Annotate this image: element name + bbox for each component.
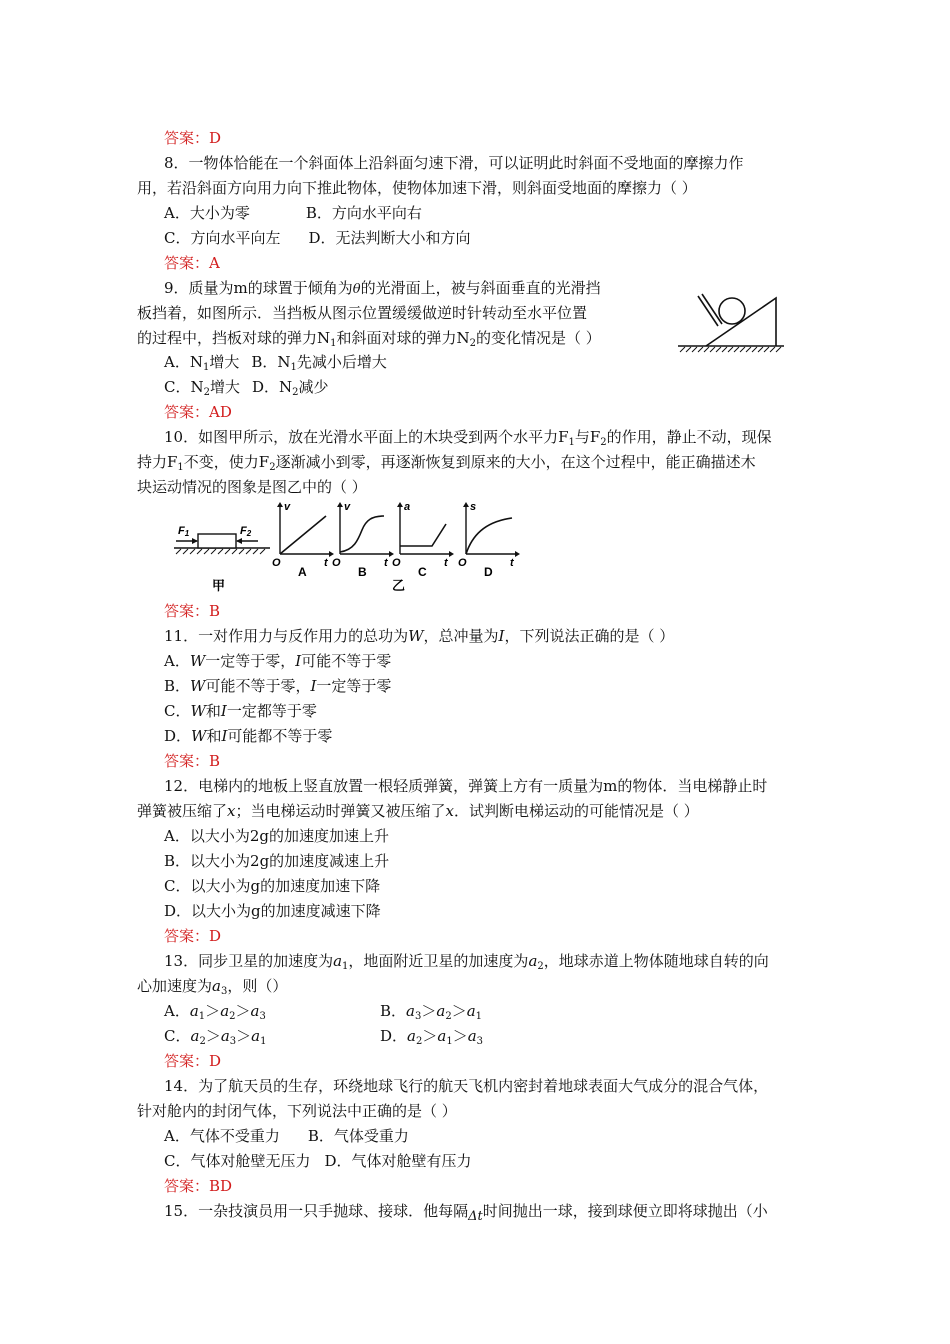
- q8-options-row1: [164, 203, 422, 223]
- q13-options-row2: [164, 1026, 724, 1052]
- svg-text:O: O: [272, 557, 281, 569]
- q9-options-row1: [164, 352, 387, 378]
- q9-option-b: B．$N_1$先减小后增大: [251, 353, 387, 373]
- q9-option-d: D．$N_2$减少: [252, 378, 329, 398]
- q10-figure: [170, 496, 530, 596]
- q14-option-b: B．气体受重力: [307, 1127, 409, 1145]
- q8-answer: 答案：A: [164, 254, 220, 272]
- q10-graph-b: [332, 501, 394, 579]
- svg-text:O: O: [392, 557, 401, 569]
- q10-label-f2: F2: [240, 525, 252, 538]
- q10-graph-c-label: C: [418, 565, 427, 579]
- q13-options-row1: [164, 1001, 724, 1027]
- q10-stem-line1: 10．如图甲所示，放在光滑水平面上的木块受到两个水平力$F_1$与$F_2$的作用，静止不动，现保: [164, 428, 772, 448]
- q9-option-a: A．$N_1$增大: [164, 353, 240, 373]
- q10-stem-line2: 持力$F_1$不变，使力$F_2$逐渐减小到零，再逐渐恢复到原来的大小，在这个过程中，能正确描述木: [137, 453, 756, 473]
- q8-option-d: D．无法判断大小和方向: [308, 229, 471, 247]
- q11-option-b: B．W可能不等于零，I一定等于零: [164, 677, 392, 695]
- q8-options-row2: [164, 228, 471, 248]
- q14-option-a: A．气体不受重力: [164, 1127, 280, 1145]
- q11-option-c: C．W和I一定都等于零: [164, 702, 317, 720]
- q13-option-d: D．$a_2>a_1>a_3$: [380, 1027, 484, 1047]
- q12-option-b: B．以大小为2g的加速度减速上升: [164, 852, 390, 870]
- q13-stem-line2: 心加速度为$a_3$，则（）: [137, 977, 288, 997]
- q14-options-row1: [164, 1126, 409, 1146]
- svg-text:v: v: [284, 501, 291, 513]
- q8-stem-line2: 用，若沿斜面方向用力向下推此物体，使物体加速下滑，则斜面受地面的摩擦力（ ）: [137, 179, 697, 197]
- q13-option-a: A．$a_1>a_2>a_3$: [164, 1002, 266, 1022]
- q10-graph-a-label: A: [298, 565, 307, 579]
- q8-option-b: B．方向水平向右: [305, 204, 422, 222]
- q11-option-a: A．W一定等于零，I可能不等于零: [164, 652, 392, 670]
- q14-stem-line1: 14．为了航天员的生存，环绕地球飞行的航天飞机内密封着地球表面大气成分的混合气体，: [164, 1077, 769, 1095]
- q10-graph-d: [458, 501, 520, 579]
- q10-graph-b-label: B: [358, 565, 367, 579]
- q10-label-f1: F1: [178, 525, 190, 538]
- q9-stem-line1: 9．质量为m的球置于倾角为θ的光滑面上，被与斜面垂直的光滑挡: [164, 279, 601, 297]
- q11-stem: 11．一对作用力与反作用力的总功为W，总冲量为I，下列说法正确的是（ ）: [164, 627, 675, 645]
- q9-answer: 答案：AD: [164, 403, 232, 421]
- svg-text:a: a: [404, 501, 411, 513]
- q11-answer: 答案：B: [164, 752, 221, 770]
- svg-text:v: v: [344, 501, 351, 513]
- q10-graph-a: [272, 501, 334, 579]
- q12-option-c: C．以大小为g的加速度加速下降: [164, 877, 381, 895]
- q13-answer: 答案：D: [164, 1052, 222, 1070]
- q10-label-jia: 甲: [212, 578, 226, 593]
- svg-text:t: t: [324, 557, 328, 569]
- q12-option-a: A．以大小为2g的加速度加速上升: [164, 827, 389, 845]
- q10-answer: 答案：B: [164, 602, 221, 620]
- q12-stem-line2: 弹簧被压缩了x；当电梯运动时弹簧又被压缩了x．试判断电梯运动的可能情况是（ ）: [137, 802, 699, 820]
- q14-options-row2: [164, 1151, 472, 1171]
- svg-text:O: O: [458, 557, 467, 569]
- q10-stem-line3: 块运动情况的图象是图乙中的（ ）: [137, 478, 367, 496]
- q10-graph-c: [392, 501, 454, 579]
- q7-answer: 答案：D: [164, 129, 222, 147]
- q10-graph-d-label: D: [484, 565, 493, 579]
- q10-label-yi: 乙: [392, 578, 406, 593]
- q13-option-b: B．$a_3>a_2>a_1$: [380, 1002, 483, 1022]
- svg-text:t: t: [444, 557, 448, 569]
- q8-stem-line1: 8．一物体恰能在一个斜面体上沿斜面匀速下滑，可以证明此时斜面不受地面的摩擦力作: [164, 154, 744, 172]
- q9-incline-figure: [676, 290, 786, 354]
- q14-option-c: C．气体对舱壁无压力: [164, 1152, 311, 1170]
- q8-option-c: C．方向水平向左: [164, 229, 281, 247]
- q9-option-c: C．$N_2$增大: [164, 378, 240, 398]
- svg-text:s: s: [470, 501, 477, 513]
- svg-text:t: t: [510, 557, 514, 569]
- svg-text:O: O: [332, 557, 341, 569]
- q12-answer: 答案：D: [164, 927, 222, 945]
- q9-stem-line2: 板挡着，如图所示．当挡板从图示位置缓缓做逆时针转动至水平位置: [137, 304, 588, 322]
- q12-stem-line1: 12．电梯内的地板上竖直放置一根轻质弹簧，弹簧上方有一质量为m的物体．当电梯静止时: [164, 777, 768, 795]
- q12-option-d: D．以大小为g的加速度减速下降: [164, 902, 381, 920]
- q14-answer: 答案：BD: [164, 1177, 233, 1195]
- q9-stem-line3: 的过程中，挡板对球的弹力$N_1$和斜面对球的弹力$N_2$的变化情况是（ ）: [137, 329, 601, 349]
- q10-figure-jia: [174, 525, 270, 593]
- q11-option-d: D．W和I可能都不等于零: [164, 727, 333, 745]
- svg-text:t: t: [384, 557, 388, 569]
- q13-stem-line1: 13．同步卫星的加速度为$a_1$，地面附近卫星的加速度为$a_2$，地球赤道上物体随地球自转的向: [164, 952, 769, 972]
- q14-option-d: D．气体对舱壁有压力: [324, 1152, 472, 1170]
- q15-stem-line1: 15．一杂技演员用一只手抛球、接球．他每隔Δt时间抛出一球，接到球便立即将球抛出（小: [164, 1202, 768, 1224]
- q14-stem-line2: 针对舱内的封闭气体，下列说法中正确的是（ ）: [137, 1102, 457, 1120]
- q9-options-row2: [164, 377, 329, 403]
- q8-option-a: A．大小为零: [164, 204, 250, 222]
- q13-option-c: C．$a_2>a_3>a_1$: [164, 1027, 267, 1047]
